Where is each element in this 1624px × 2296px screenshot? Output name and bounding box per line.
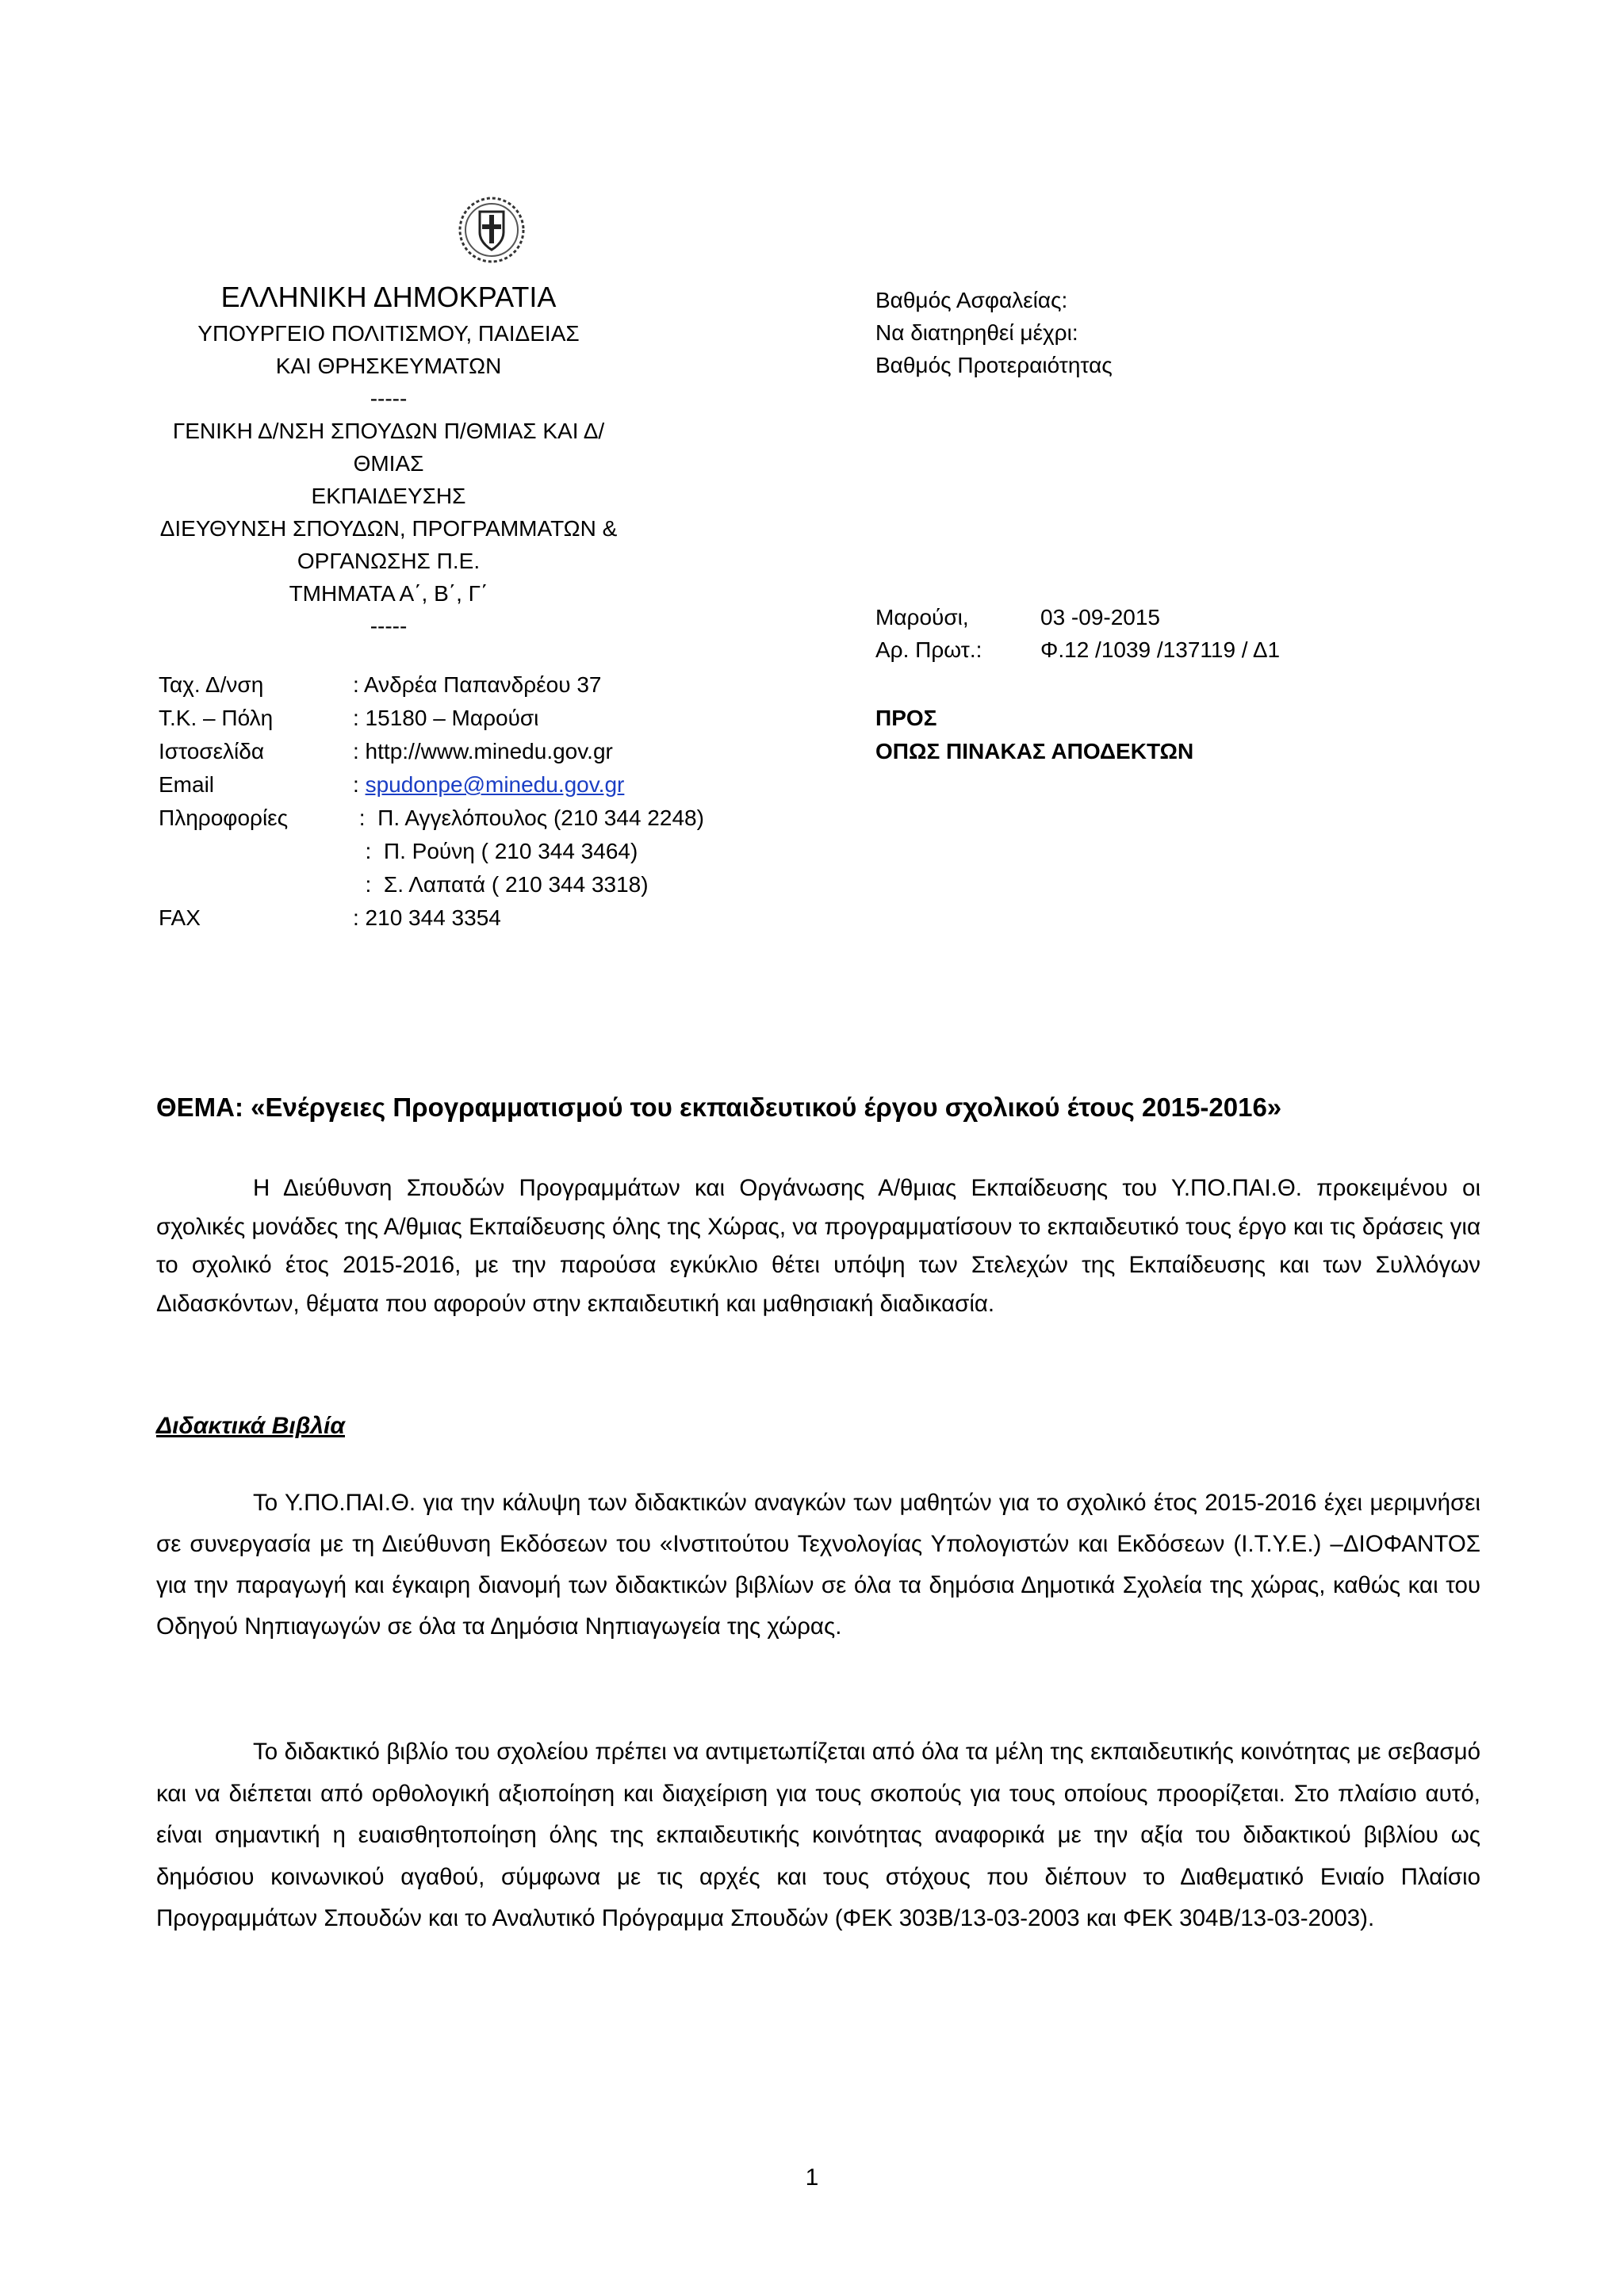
security-level: Βαθμός Ασφαλείας:	[875, 288, 1068, 312]
contact-value: : http://www.minedu.gov.gr	[353, 739, 613, 763]
contact-key: Ιστοσελίδα	[159, 739, 265, 763]
contact-value: : 210 344 3354	[353, 905, 501, 930]
contact-row	[159, 868, 704, 901]
section-title: Διδακτικά Βιβλία	[156, 1413, 345, 1439]
document-subject: ΘΕΜΑ: «Ενέργειες Προγραμματισμού του εκπαιδευτικού έργου σχολικού έτους 2015-2016»	[156, 1093, 1282, 1122]
email-prefix: :	[353, 772, 366, 797]
keep-until: Να διατηρηθεί μέχρι:	[875, 320, 1078, 345]
issuer-header	[143, 277, 634, 642]
contact-key: Email	[159, 772, 215, 797]
directorate-line-3: ΔΙΕΥΘΥΝΣΗ ΣΠΟΥΔΩΝ, ΠΡΟΓΡΑΜΜΑΤΩΝ & ΟΡΓΑΝΩΣΗΣ Π.Ε.	[159, 516, 618, 573]
contact-row	[159, 735, 704, 768]
protocol-label: Αρ. Πρωτ.:	[875, 637, 982, 662]
ministry-line-1: ΥΠΟΥΡΓΕΙΟ ΠΟΛΙΤΙΣΜΟΥ, ΠΑΙΔΕΙΑΣ	[197, 321, 580, 346]
books-paragraph-2	[156, 1732, 1480, 1940]
contact-value: : Π. Ρούνη ( 210 344 3464)	[353, 839, 638, 863]
contact-row	[159, 702, 704, 735]
directorate-line-1: ΓΕΝΙΚΗ Δ/ΝΣΗ ΣΠΟΥΔΩΝ Π/ΘΜΙΑΣ ΚΑΙ Δ/ΘΜΙΑΣ	[172, 419, 605, 476]
contact-value: : 15180 – Μαρούσι	[353, 706, 539, 730]
coat-of-arms-emblem	[456, 194, 527, 266]
contact-value: : Σ. Λαπατά ( 210 344 3318)	[353, 872, 649, 897]
contact-key: Πληροφορίες	[159, 806, 289, 830]
contact-key: Ταχ. Δ/νση	[159, 672, 264, 697]
contact-key	[159, 835, 353, 868]
contact-row	[159, 901, 704, 935]
contact-row	[159, 802, 704, 835]
date-protocol-block	[875, 601, 1280, 666]
recipients-list: ΟΠΩΣ ΠΙΝΑΚΑΣ ΑΠΟΔΕΚΤΩΝ	[875, 739, 1194, 763]
recipients-to: ΠΡΟΣ	[875, 706, 937, 730]
contact-details	[159, 668, 704, 935]
separator-1: -----	[370, 386, 408, 411]
contact-value: : Ανδρέα Παπανδρέου 37	[353, 672, 602, 697]
recipients-block	[875, 702, 1193, 768]
contact-key: FAX	[159, 905, 201, 930]
contact-key: Τ.Κ. – Πόλη	[159, 706, 274, 730]
intro-paragraph	[156, 1169, 1480, 1323]
directorate-line-2: ΕΚΠΑΙΔΕΥΣΗΣ	[311, 484, 466, 508]
place-label: Μαρούσι,	[875, 605, 969, 629]
protocol-number: Φ.12 /1039 /137119 / Δ1	[1040, 637, 1281, 662]
contact-row	[159, 668, 704, 702]
separator-2: -----	[370, 614, 408, 638]
intro-text: Η Διεύθυνση Σπουδών Προγραμμάτων και Οργάνωσης Α/θμιας Εκπαίδευσης του Υ.ΠΟ.ΠΑΙ.Θ. προκειμένου οι σχολικές μονάδες της Α/θμιας Εκπαίδευσης όλης της Χώρας, να προγραμματίσουν το εκπαιδευτικό τους έργο και τις δράσεις για το σχολικό έτος 2015-2016, με την παρούσα εγκύκλιο θέτει υπόψη των Στελεχών της Εκπαίδευσης και των Συλλόγων Διδασκόντων, θέματα που αφορούν στην εκπαιδευτική και μαθησιακή διαδικασία.	[156, 1175, 1480, 1317]
contact-key	[159, 868, 353, 901]
books-text-2: Το διδακτικό βιβλίο του σχολείου πρέπει να αντιμετωπίζεται από όλα τα μέλη της εκπαιδευτικής κοινότητας με σεβασμό και να διέπεται από ορθολογική αξιοποίηση και διαχείριση για τους σκοπούς για τους οποίους προορίζεται. Στο πλαίσιο αυτό, είναι σημαντική η ευαισθητοποίηση όλης της εκπαιδευτικής κοινότητας αναφορικά με την αξία του διδακτικού βιβλίου ως δημόσιου κοινωνικού αγαθού, σύμφωνα με τις αρχές και τους στόχους που διέπουν το Διαθεματικό Ενιαίο Πλαίσιο Προγραμμάτων Σπουδών και το Αναλυτικό Πρόγραμμα Σπουδών (ΦΕΚ 303Β/13-03-2003 και ΦΕΚ 304Β/13-03-2003).	[156, 1739, 1480, 1931]
departments-line: ΤΜΗΜΑΤΑ Α΄, Β΄, Γ΄	[289, 581, 488, 606]
books-text-1: Το Υ.ΠΟ.ΠΑΙ.Θ. για την κάλυψη των διδακτικών αναγκών των μαθητών για το σχολικό έτος 2015-2016 έχει μεριμνήσει σε συνεργασία με τη Διεύθυνση Εκδόσεων του «Ινστιτούτου Τεχνολογίας Υπολογιστών και Εκδόσεων (Ι.Τ.Υ.Ε.) –ΔΙΟΦΑΝΤΟΣ για την παραγωγή και έγκαιρη διανομή των διδακτικών βιβλίων σε όλα τα δημόσια Δημοτικά Σχολεία της χώρας, καθώς και του Οδηγού Νηπιαγωγών σε όλα τα Δημόσια Νηπιαγωγεία της χώρας.	[156, 1490, 1480, 1640]
contact-value: : Π. Αγγελόπουλος (210 344 2248)	[353, 806, 704, 830]
document-date: 03 -09-2015	[1040, 605, 1161, 629]
priority-level: Βαθμός Προτεραιότητας	[875, 353, 1113, 377]
page-number: 1	[805, 2164, 819, 2191]
email-link[interactable]: spudonpe@minedu.gov.gr	[365, 772, 625, 797]
contact-value	[353, 768, 624, 802]
contact-row	[159, 835, 704, 868]
security-block	[875, 284, 1113, 381]
republic-title: ΕΛΛΗΝΙΚΗ ΔΗΜΟΚΡΑΤΙΑ	[220, 281, 557, 313]
contact-row	[159, 768, 704, 802]
books-paragraph-1	[156, 1483, 1480, 1647]
ministry-line-2: ΚΑΙ ΘΡΗΣΚΕΥΜΑΤΩΝ	[275, 354, 502, 378]
